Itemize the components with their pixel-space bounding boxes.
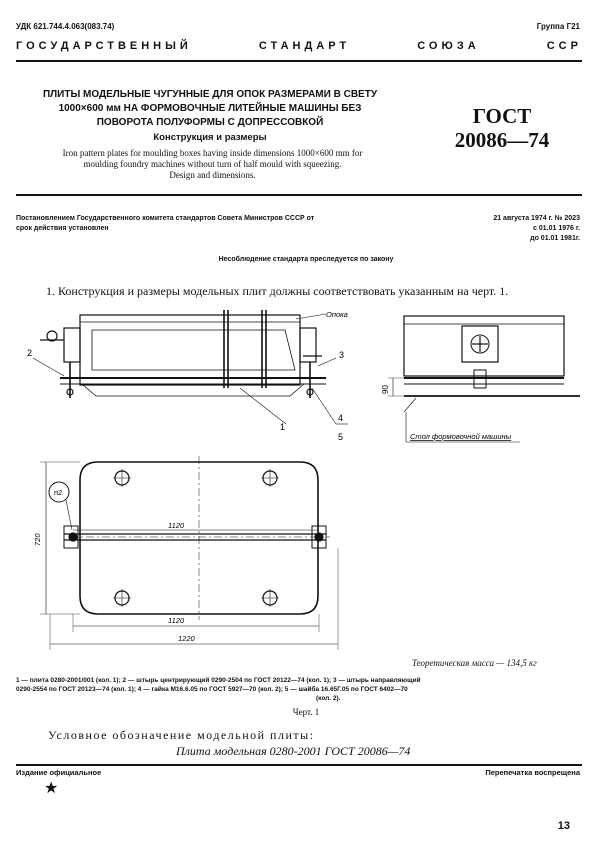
- decree-line: Постановлением Государственного комитета стандартов Совета Министров СССР от: [16, 215, 315, 222]
- dim-720: 720: [33, 533, 42, 546]
- callout-3: 3: [339, 350, 345, 360]
- state-standard-heading: [16, 40, 582, 52]
- designation-label: Условное обозначение модельной плиты:: [48, 728, 315, 742]
- theoretical-mass: Теоретическая масса — 134,5 кг: [412, 658, 537, 668]
- plan-view: [40, 456, 338, 650]
- callout-5: 5: [338, 432, 344, 442]
- callout-2: 2: [27, 348, 33, 358]
- legend-line: (кол. 2).: [316, 695, 341, 702]
- label-opoka: Опока: [326, 310, 348, 319]
- side-view: [33, 310, 348, 424]
- end-view: [388, 316, 580, 442]
- document-title: [20, 88, 400, 130]
- state-word: СОЮЗА: [417, 40, 480, 52]
- hole-label: п2: [54, 488, 63, 497]
- callout-1: 1: [280, 422, 286, 432]
- dim-1120-top: 1120: [168, 521, 185, 530]
- state-word: ГОСУДАРСТВЕННЫЙ: [16, 40, 192, 52]
- decree-line: срок действия установлен: [16, 225, 109, 232]
- page-number: 13: [557, 820, 570, 832]
- gost-number-block: [432, 104, 572, 152]
- effective-to: до 01.01 1981г.: [530, 235, 580, 242]
- designation-value: Плита модельная 0280-2001 ГОСТ 20086—74: [176, 744, 411, 758]
- document-subtitle: Конструкция и размеры: [153, 132, 267, 143]
- figure-caption: Черт. 1: [292, 707, 320, 717]
- official-edition: Издание официальное: [16, 768, 102, 777]
- decree-dates: [493, 214, 580, 244]
- english-title-line: Design and dimensions.: [169, 170, 256, 180]
- gost-label: ГОСТ: [472, 104, 532, 128]
- udk-code: УДК 621.744.4.063(083.74): [16, 22, 115, 31]
- dim-1220: 1220: [178, 634, 195, 643]
- decree-text: [16, 214, 314, 234]
- title-line: ПОВОРОТА ПОЛУФОРМЫ С ДОПРЕССОВКОЙ: [96, 117, 324, 128]
- state-word: ССР: [546, 40, 582, 52]
- left-lug: [64, 328, 80, 362]
- star-icon: ★: [44, 780, 59, 797]
- paragraph-1: 1. Конструкция и размеры модельных плит должны соответствовать указанным на черт. 1.: [46, 284, 509, 298]
- english-title: [20, 148, 405, 181]
- pattern-profile: [92, 330, 295, 370]
- state-word: СТАНДАРТ: [258, 40, 351, 52]
- header-rule: [16, 60, 582, 62]
- right-lug: [300, 328, 316, 362]
- footer-rule: [16, 764, 582, 766]
- reprint-prohibited: Перепечатка воспрещена: [485, 768, 580, 777]
- title-line: ПЛИТЫ МОДЕЛЬНЫЕ ЧУГУННЫЕ ДЛЯ ОПОК РАЗМЕРАМИ В СВЕТУ: [42, 89, 378, 100]
- parts-legend: [16, 676, 582, 703]
- moulding-box-outline: [80, 315, 300, 385]
- english-title-line: Iron pattern plates for moulding boxes having inside dimensions 1000×600 mm for: [62, 148, 363, 158]
- legal-notice: Несоблюдение стандарта преследуется по закону: [218, 256, 394, 263]
- title-rule: [16, 194, 582, 196]
- effective-from: с 01.01 1976 г.: [533, 225, 580, 232]
- title-line: 1000×600 мм НА ФОРМОВОЧНЫЕ ЛИТЕЙНЫЕ МАШИНЫ БЕЗ: [58, 103, 362, 114]
- gost-number: 20086—74: [454, 128, 550, 152]
- dim-1120-bottom: 1120: [168, 616, 185, 625]
- legend-line: 0290-2554 по ГОСТ 20123—74 (кол. 1); 4 — гайка М16.6.05 по ГОСТ 5927—70 (кол. 2); 5 — шайба 16.65Г.05 по ГОСТ 6402—70: [16, 686, 408, 693]
- end-view-box: [404, 316, 564, 376]
- technical-drawing: [0, 300, 612, 660]
- label-machine-table: Стол формовочной машины: [410, 432, 512, 441]
- dim-90: 90: [381, 385, 390, 394]
- decree-date: 21 августа 1974 г. № 2023: [493, 215, 580, 222]
- callout-4: 4: [338, 413, 344, 423]
- group-code: Группа Г21: [536, 22, 580, 31]
- english-title-line: moulding foundry machines without turn of half mould with squeezing.: [83, 159, 342, 169]
- legend-line: 1 — плита 0280-2001/001 (кол. 1); 2 — штырь центрирующий 0290-2504 по ГОСТ 20122—74 (кол. 1); 3 — штырь направляющий: [16, 677, 421, 684]
